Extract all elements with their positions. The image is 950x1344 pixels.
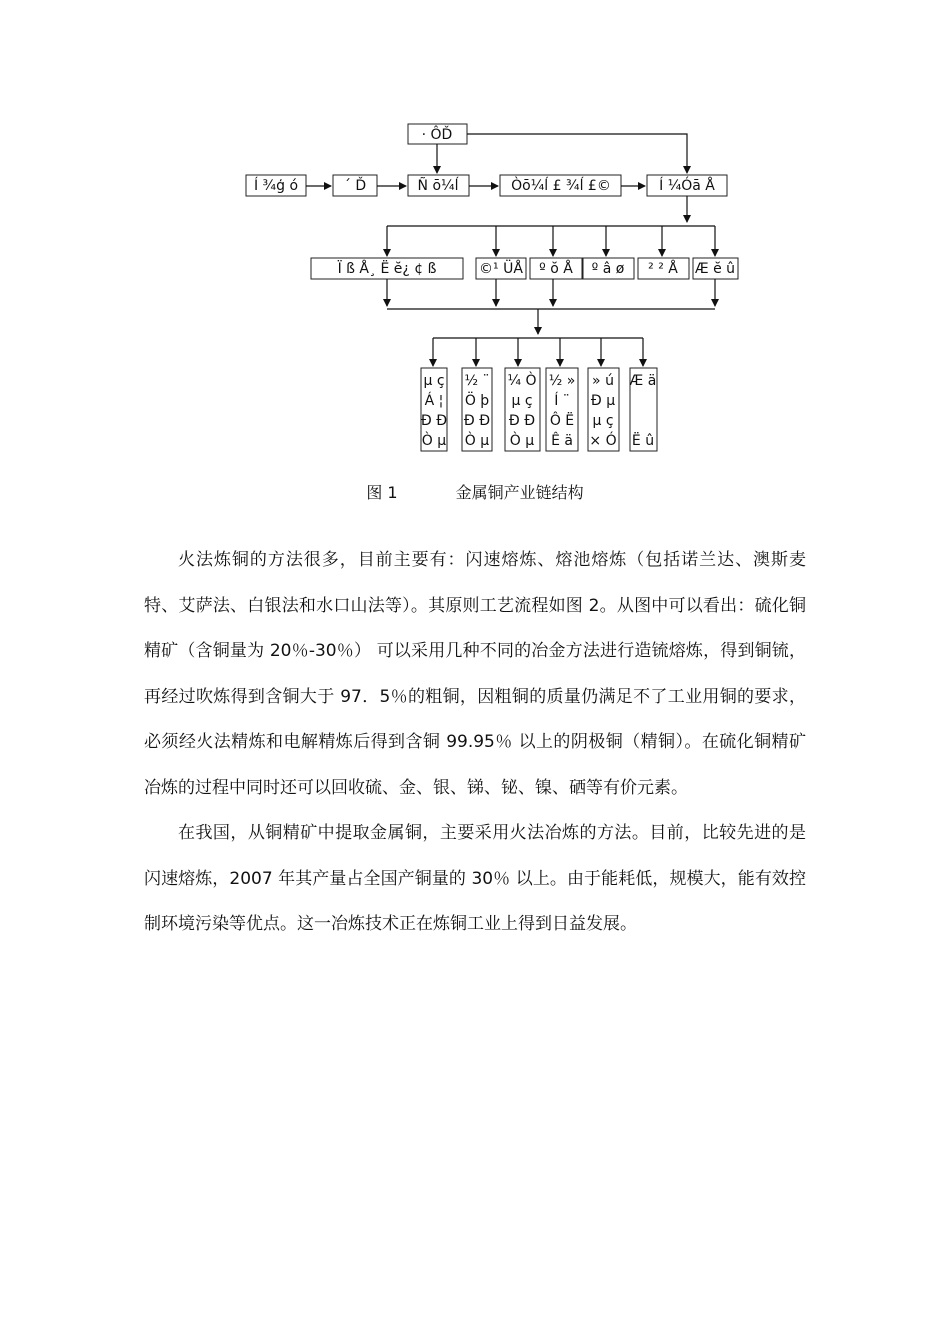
node-top-label: · ÔĎ [421,127,453,143]
node-row3-5-line2: Ð µ [590,393,616,409]
node-row1-5-label: Í ¼Óā Å [659,178,715,194]
node-row1-2-label: ´ Ď [343,178,367,194]
node-row2-5-label: ² ² Å [648,261,678,277]
node-row3-3-line1: ¼ Ò [507,373,537,389]
figure-caption [0,480,950,503]
node-row3-4 [546,368,578,451]
node-row3-6-line4: Ë û [631,433,655,449]
node-row3-1-line1: µ ç [423,373,445,389]
node-row3-6-line1: Æ ä [629,373,657,389]
node-row3-4-line2: Í ¨ [554,393,570,409]
node-row2-2 [476,258,526,279]
node-row3-6 [630,368,657,451]
node-row2-1 [311,258,463,279]
node-row3-3 [505,368,540,451]
industry-chain-diagram [0,0,950,470]
node-row3-1-line4: Ò µ [421,433,447,449]
node-row3-4-line3: Ô Ë [549,413,575,429]
node-row3-2 [462,368,492,451]
node-row2-6-label: Æ ĕ û [694,261,736,277]
figure-number: 图 1 [366,483,398,502]
node-row3-3-line4: Ò µ [509,433,535,449]
node-row3-2-line4: Ò µ [464,433,490,449]
node-row1-4-label: Òō¼ĺ £ ¾ĺ £© [511,178,611,194]
arrow-top-to-row1-5 [467,134,687,173]
node-row3-3-line3: Ð Ð [508,413,536,429]
paragraph-1: 火法炼铜的方法很多，目前主要有：闪速熔炼、熔池熔炼（包括诺兰达、澳斯麦特、艾萨法、白银法和水口山法等）。其原则工艺流程如图 2。从图中可以看出：硫化铜精矿（含铜量为 20％-30％） 可以采用几种不同的冶金方法进行造锍熔炼，得到铜锍，再经过吹炼得到含铜大于 97．5％的粗铜，因粗铜的质量仍满足不了工业用铜的要求，必须经火法精炼和电解精炼后得到含铜 99.95％ 以上的阴极铜（精铜）。在硫化铜精矿冶炼的过程中同时还可以回收硫、金、银、锑、铋、镍、硒等有价元素。 [144,550,806,798]
node-row3-4-line1: ½ » [548,373,576,389]
node-row1-1-label: Í ¾ģ ó [253,178,299,194]
node-row1-1 [246,175,306,196]
node-row2-5 [638,258,689,279]
node-row2-1-label: Ï ß Å¸ Ë ĕ¿ ¢ ß [337,261,437,277]
node-row3-1-line2: Á ¦ [424,393,444,409]
node-row1-3-label: Ñ ō¼ĺ [417,178,459,194]
node-row2-2-label: ©¹ ÜÅ [479,261,523,277]
node-row3-1 [421,368,447,451]
node-row3-2-line3: Ð Ð [463,413,491,429]
node-row1-5 [647,175,727,196]
node-row3-2-line1: ½ ¨ [464,373,490,389]
node-row1-4 [500,175,621,196]
connectors [306,134,715,366]
node-row3-2-line2: Ö þ [464,393,490,409]
node-row3-5-line4: × Ó [589,433,617,449]
node-row2-3-label: º ŏ Å [539,261,573,277]
figure-title: 金属铜产业链结构 [455,483,584,502]
node-row3-1-line3: Ð Ð [420,413,448,429]
body-text [144,538,806,948]
node-row3-5-line3: µ ç [592,413,614,429]
node-row2-3 [530,258,582,279]
node-row2-4-label: º â ø [591,261,625,277]
node-row3-5 [588,368,619,451]
node-row3-4-line4: Ê ä [551,433,573,449]
paragraph-2: 在我国，从铜精矿中提取金属铜，主要采用火法冶炼的方法。目前，比较先进的是闪速熔炼，2007 年其产量占全国产铜量的 30％ 以上。由于能耗低，规模大，能有效控制环境污染等优点。这一冶炼技术正在炼铜工业上得到日益发展。 [144,823,806,934]
node-row1-3 [408,175,469,196]
node-row3-5-line1: » ú [592,373,614,389]
node-row1-2 [333,175,377,196]
node-top [408,124,467,144]
node-row3-3-line2: µ ç [511,393,533,409]
node-row2-6 [693,258,738,279]
node-row2-4 [583,258,634,279]
